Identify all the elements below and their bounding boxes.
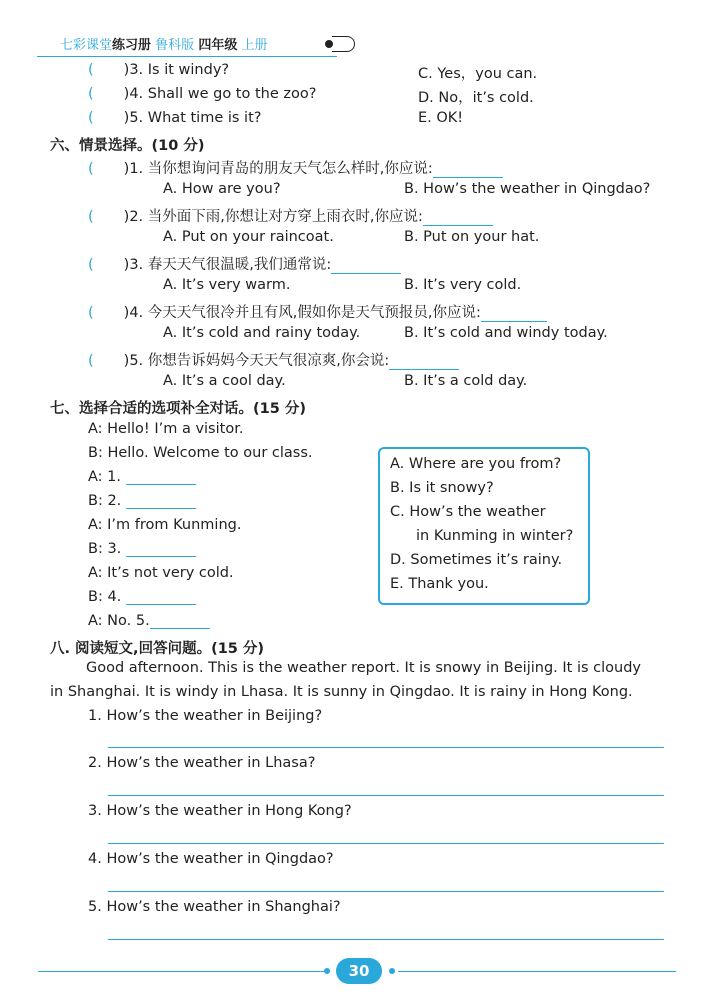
reading-question: 4. How’s the weather in Qingdao?	[88, 851, 334, 867]
situation-question: ( )3. 春天天气很温暖,我们通常说:	[88, 253, 401, 274]
dialog-line: A: Hello! I’m a visitor.	[88, 421, 244, 437]
header-curl	[332, 36, 355, 52]
edition-name: 鲁科版	[155, 38, 195, 53]
dialog-line: A: I’m from Kunming.	[88, 517, 242, 533]
option-b: B. It’s a cold day.	[404, 373, 528, 389]
series-name: 七彩课堂	[60, 38, 113, 53]
dialog-line: A: No. 5.	[88, 613, 210, 629]
option-b: B. It’s cold and windy today.	[404, 325, 608, 341]
answer-blank[interactable]	[126, 508, 196, 509]
option-a: A. It’s very warm.	[163, 277, 291, 293]
passage-line: in Shanghai. It is windy in Lhasa. It is sunny in Qingdao. It is rainy in Hong Kong.	[50, 684, 633, 700]
answer-line[interactable]	[108, 843, 664, 844]
answer-blank[interactable]	[126, 484, 196, 485]
option-a: A. How are you?	[163, 181, 281, 197]
page-number: 30	[336, 958, 382, 984]
footer-dot	[389, 968, 395, 974]
option-a: A. Put on your raincoat.	[163, 229, 334, 245]
book-name: 练习册	[112, 38, 152, 53]
answer-line[interactable]	[108, 795, 664, 796]
answer-line[interactable]	[108, 891, 664, 892]
section-6-title: 六、情景选择。(10 分)	[50, 138, 205, 154]
match-item: ( )5. What time is it?	[88, 110, 262, 126]
dialog-line: A: 1.	[88, 469, 196, 485]
option-b: B. Put on your hat.	[404, 229, 540, 245]
match-answer: C. Yes，you can.	[418, 66, 538, 82]
dialog-line: A: It’s not very cold.	[88, 565, 234, 581]
answer-line[interactable]	[108, 747, 664, 748]
option-a: A. It’s a cool day.	[163, 373, 286, 389]
situation-question: ( )5. 你想告诉妈妈今天天气很凉爽,你会说:	[88, 349, 459, 370]
option-b: B. How’s the weather in Qingdao?	[404, 181, 651, 197]
dialog-line: B: 4.	[88, 589, 196, 605]
reading-question: 2. How’s the weather in Lhasa?	[88, 755, 316, 771]
section-8-title: 八. 阅读短文,回答问题。(15 分)	[50, 641, 265, 657]
reading-question: 1. How’s the weather in Beijing?	[88, 708, 323, 724]
match-answer: D. No，it’s cold.	[418, 90, 534, 106]
answer-blank[interactable]	[126, 604, 196, 605]
match-item: ( )4. Shall we go to the zoo?	[88, 86, 317, 102]
option-item: A. Where are you from?	[390, 456, 562, 472]
option-b: B. It’s very cold.	[404, 277, 522, 293]
answer-blank[interactable]	[433, 177, 503, 178]
option-item: in Kunming in winter?	[416, 528, 574, 544]
situation-question: ( )2. 当外面下雨,你想让对方穿上雨衣时,你应说:	[88, 205, 493, 226]
dialog-line: B: 3.	[88, 541, 196, 557]
grade-name: 四年级	[198, 38, 238, 53]
answer-blank[interactable]	[389, 369, 459, 370]
running-header	[60, 34, 268, 53]
option-item: C. How’s the weather	[390, 504, 546, 520]
match-answer: E. OK!	[418, 110, 464, 126]
dialog-line: B: Hello. Welcome to our class.	[88, 445, 313, 461]
answer-line[interactable]	[108, 939, 664, 940]
answer-blank[interactable]	[423, 225, 493, 226]
footer-dot	[324, 968, 330, 974]
situation-question: ( )4. 今天天气很冷并且有风,假如你是天气预报员,你应说:	[88, 301, 547, 322]
option-a: A. It’s cold and rainy today.	[163, 325, 361, 341]
situation-question: ( )1. 当你想询问青岛的朋友天气怎么样时,你应说:	[88, 157, 503, 178]
option-item: E. Thank you.	[390, 576, 489, 592]
reading-question: 3. How’s the weather in Hong Kong?	[88, 803, 352, 819]
footer-rule-right	[398, 971, 676, 972]
dialog-line: B: 2.	[88, 493, 196, 509]
answer-blank[interactable]	[481, 321, 547, 322]
passage-line: Good afternoon. This is the weather report. It is snowy in Beijing. It is cloudy	[86, 660, 641, 676]
footer-rule-left	[38, 971, 326, 972]
answer-blank[interactable]	[126, 556, 196, 557]
reading-question: 5. How’s the weather in Shanghai?	[88, 899, 341, 915]
header-rule	[37, 56, 337, 57]
option-item: B. Is it snowy?	[390, 480, 494, 496]
section-7-title: 七、选择合适的选项补全对话。(15 分)	[50, 401, 306, 417]
answer-blank[interactable]	[331, 273, 401, 274]
option-item: D. Sometimes it’s rainy.	[390, 552, 563, 568]
match-item: ( )3. Is it windy?	[88, 62, 230, 78]
answer-blank[interactable]	[150, 628, 210, 629]
volume-name: 上册	[241, 38, 268, 53]
